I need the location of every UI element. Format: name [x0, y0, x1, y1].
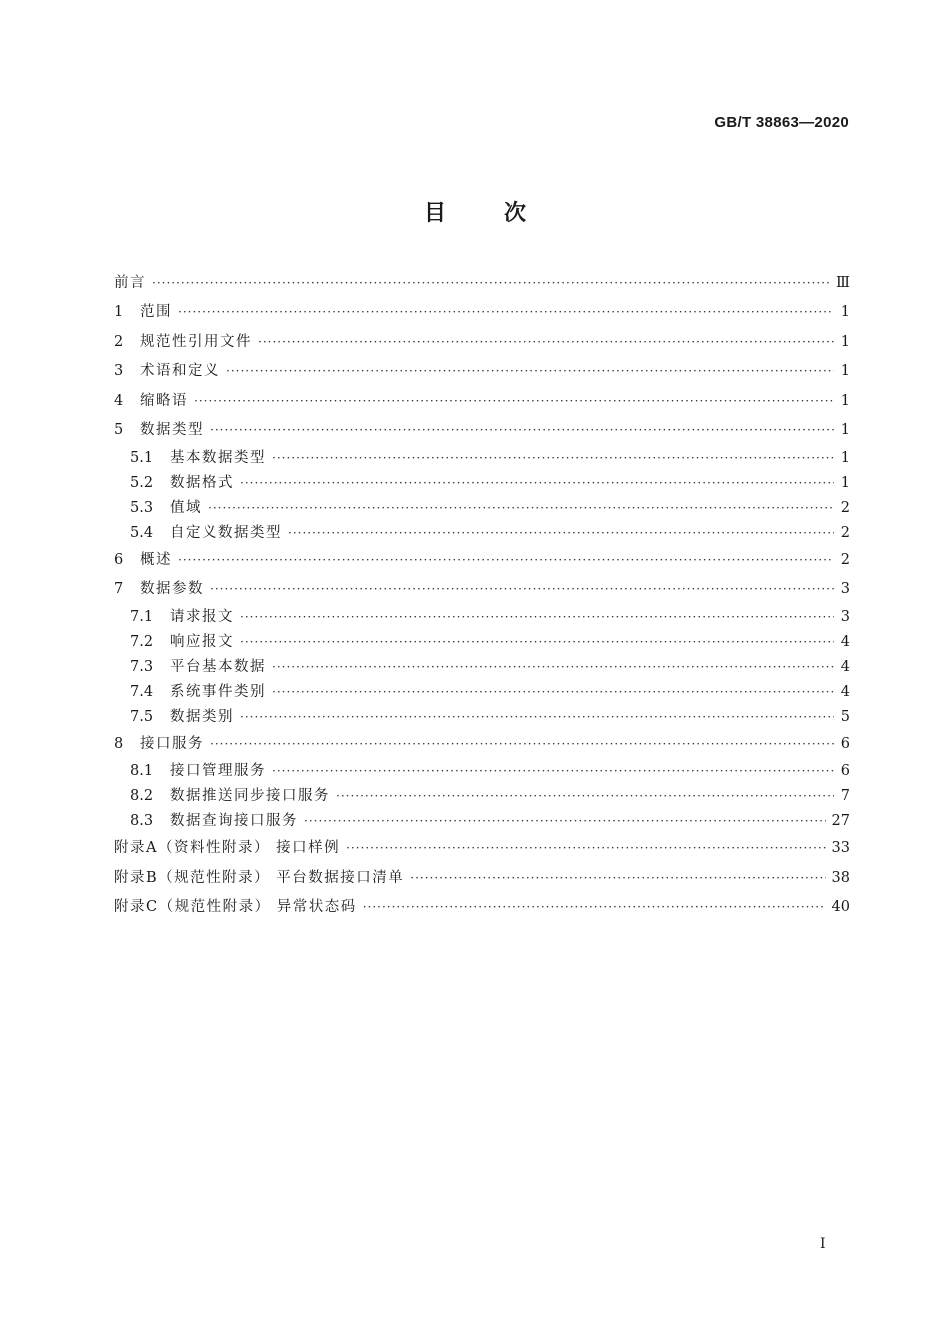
- toc-leader-dots: [304, 812, 826, 830]
- toc-entry[interactable]: [114, 654, 850, 679]
- toc-entry-label: 接口管理服务: [170, 763, 266, 779]
- toc-leader-dots: [208, 499, 834, 517]
- toc-leader-dots: [272, 762, 834, 780]
- toc-entry-page: 1: [840, 333, 850, 350]
- toc-entry-page: 1: [840, 422, 850, 439]
- toc-entry-number: 5.2: [130, 474, 154, 491]
- toc-entry-label: 值域: [170, 499, 202, 516]
- toc-entry-number: 4: [114, 392, 124, 409]
- toc-entry-page: 4: [840, 683, 850, 700]
- standard-code: GB/T 38863—2020: [714, 114, 849, 131]
- toc-entry[interactable]: [114, 759, 850, 784]
- toc-leader-dots: [346, 839, 825, 857]
- toc-entry-label: 基本数据类型: [170, 449, 266, 466]
- toc-leader-dots: [240, 708, 834, 726]
- toc-entry[interactable]: [114, 327, 850, 357]
- toc-entry-number: 8.3: [130, 813, 154, 829]
- toc-entry-number: 7.1: [130, 608, 154, 625]
- toc-leader-dots: [178, 551, 834, 569]
- toc-entry-label: 自定义数据类型: [170, 524, 282, 541]
- toc-entry-label: 范围: [140, 304, 172, 321]
- toc-entry-number: 8: [114, 735, 124, 752]
- page-number: I: [820, 1236, 826, 1252]
- toc-entry-label: 请求报文: [170, 608, 234, 625]
- toc-leader-dots: [194, 392, 834, 410]
- toc-entry-label: 附录C（规范性附录） 异常状态码: [114, 899, 357, 916]
- toc-entry[interactable]: [114, 679, 850, 704]
- toc-entry[interactable]: [114, 416, 850, 446]
- toc-entry-page: 1: [840, 449, 850, 466]
- toc-entry[interactable]: [114, 357, 850, 387]
- toc-entry-number: 7.3: [130, 658, 154, 675]
- toc-entry-label: 接口服务: [140, 735, 204, 752]
- toc-leader-dots: [288, 524, 834, 542]
- toc-entry[interactable]: [114, 268, 850, 298]
- toc-entry[interactable]: [114, 629, 850, 654]
- toc-entry-page: 2: [840, 524, 850, 541]
- toc-entry-page: 3: [840, 581, 850, 598]
- toc-entry-page: 1: [840, 304, 850, 321]
- toc-entry[interactable]: [114, 470, 850, 495]
- toc-entry-number: 1: [114, 304, 124, 321]
- toc-entry-label: 前言: [114, 274, 146, 291]
- toc-entry-label: 概述: [140, 551, 172, 568]
- toc-entry-label: 数据类别: [170, 708, 234, 725]
- toc-leader-dots: [210, 580, 834, 598]
- toc-entry-label: 数据查询接口服务: [170, 813, 298, 829]
- toc-entry-page: 33: [831, 840, 850, 857]
- toc-entry-label: 数据推送同步接口服务: [170, 788, 330, 804]
- toc-entry-number: 7.5: [130, 708, 154, 725]
- toc-leader-dots: [363, 898, 826, 916]
- toc-entry-number: 5.3: [130, 499, 154, 516]
- toc-entry-page: 6: [840, 763, 850, 779]
- toc-entry-label: 附录A（资料性附录） 接口样例: [114, 840, 341, 857]
- toc-leader-dots: [226, 362, 834, 380]
- toc-leader-dots: [178, 303, 834, 321]
- toc-entry-number: 6: [114, 551, 124, 568]
- toc-entry-page: 4: [840, 633, 850, 650]
- toc-entry-page: 2: [840, 499, 850, 516]
- toc-entry-number: 7.4: [130, 683, 154, 700]
- toc-entry-page: 4: [840, 658, 850, 675]
- toc-entry-label: 数据类型: [140, 422, 204, 439]
- table-of-contents: [114, 268, 850, 922]
- toc-leader-dots: [240, 474, 834, 492]
- toc-entry-number: 8.1: [130, 763, 154, 779]
- toc-entry[interactable]: [114, 893, 850, 923]
- toc-entry[interactable]: [114, 604, 850, 629]
- toc-entry-label: 规范性引用文件: [140, 333, 252, 350]
- toc-entry-number: 5: [114, 422, 124, 439]
- toc-entry[interactable]: [114, 495, 850, 520]
- toc-entry[interactable]: [114, 575, 850, 605]
- toc-entry-label: 术语和定义: [140, 363, 220, 380]
- toc-entry-label: 缩略语: [140, 392, 188, 409]
- toc-entry-page: 7: [840, 788, 850, 804]
- toc-leader-dots: [272, 449, 834, 467]
- toc-entry-label: 附录B（规范性附录） 平台数据接口清单: [114, 869, 405, 886]
- toc-leader-dots: [272, 658, 834, 676]
- page-title: 目次: [423, 201, 584, 226]
- toc-entry-label: 系统事件类别: [170, 683, 266, 700]
- toc-leader-dots: [210, 421, 834, 439]
- toc-entry[interactable]: [114, 834, 850, 864]
- toc-leader-dots: [152, 274, 830, 292]
- toc-entry-page: 1: [840, 474, 850, 491]
- toc-entry-page: 40: [831, 899, 850, 916]
- toc-entry-page: 38: [831, 869, 850, 886]
- toc-leader-dots: [258, 333, 834, 351]
- toc-entry[interactable]: [114, 520, 850, 545]
- toc-entry-page: 1: [840, 363, 850, 380]
- toc-entry[interactable]: [114, 809, 850, 834]
- toc-entry-label: 平台基本数据: [170, 658, 266, 675]
- toc-entry-page: 3: [840, 608, 850, 625]
- toc-entry[interactable]: [114, 445, 850, 470]
- toc-leader-dots: [240, 608, 834, 626]
- toc-leader-dots: [336, 787, 834, 805]
- toc-leader-dots: [210, 735, 834, 753]
- toc-entry[interactable]: [114, 784, 850, 809]
- toc-entry-label: 数据参数: [140, 581, 204, 598]
- toc-entry-label: 数据格式: [170, 474, 234, 491]
- toc-entry-number: 7.2: [130, 633, 154, 650]
- toc-entry[interactable]: [114, 704, 850, 729]
- toc-entry-number: 2: [114, 333, 124, 350]
- toc-entry-page: 27: [831, 813, 850, 829]
- toc-entry-number: 3: [114, 363, 124, 380]
- toc-entry-number: 7: [114, 581, 124, 598]
- toc-entry-label: 响应报文: [170, 633, 234, 650]
- toc-entry-page: 6: [840, 735, 850, 752]
- toc-entry-page: 5: [840, 708, 850, 725]
- toc-entry[interactable]: [114, 386, 850, 416]
- toc-entry-number: 5.4: [130, 524, 154, 541]
- toc-entry-page: 1: [840, 392, 850, 409]
- toc-entry[interactable]: [114, 729, 850, 759]
- toc-entry[interactable]: [114, 298, 850, 328]
- toc-entry-page: 2: [840, 551, 850, 568]
- toc-entry[interactable]: [114, 545, 850, 575]
- toc-leader-dots: [272, 683, 834, 701]
- toc-entry-page: Ⅲ: [836, 274, 850, 291]
- toc-entry-number: 8.2: [130, 788, 154, 804]
- toc-entry[interactable]: [114, 863, 850, 893]
- toc-leader-dots: [240, 633, 834, 651]
- toc-leader-dots: [410, 869, 825, 887]
- toc-entry-number: 5.1: [130, 449, 154, 466]
